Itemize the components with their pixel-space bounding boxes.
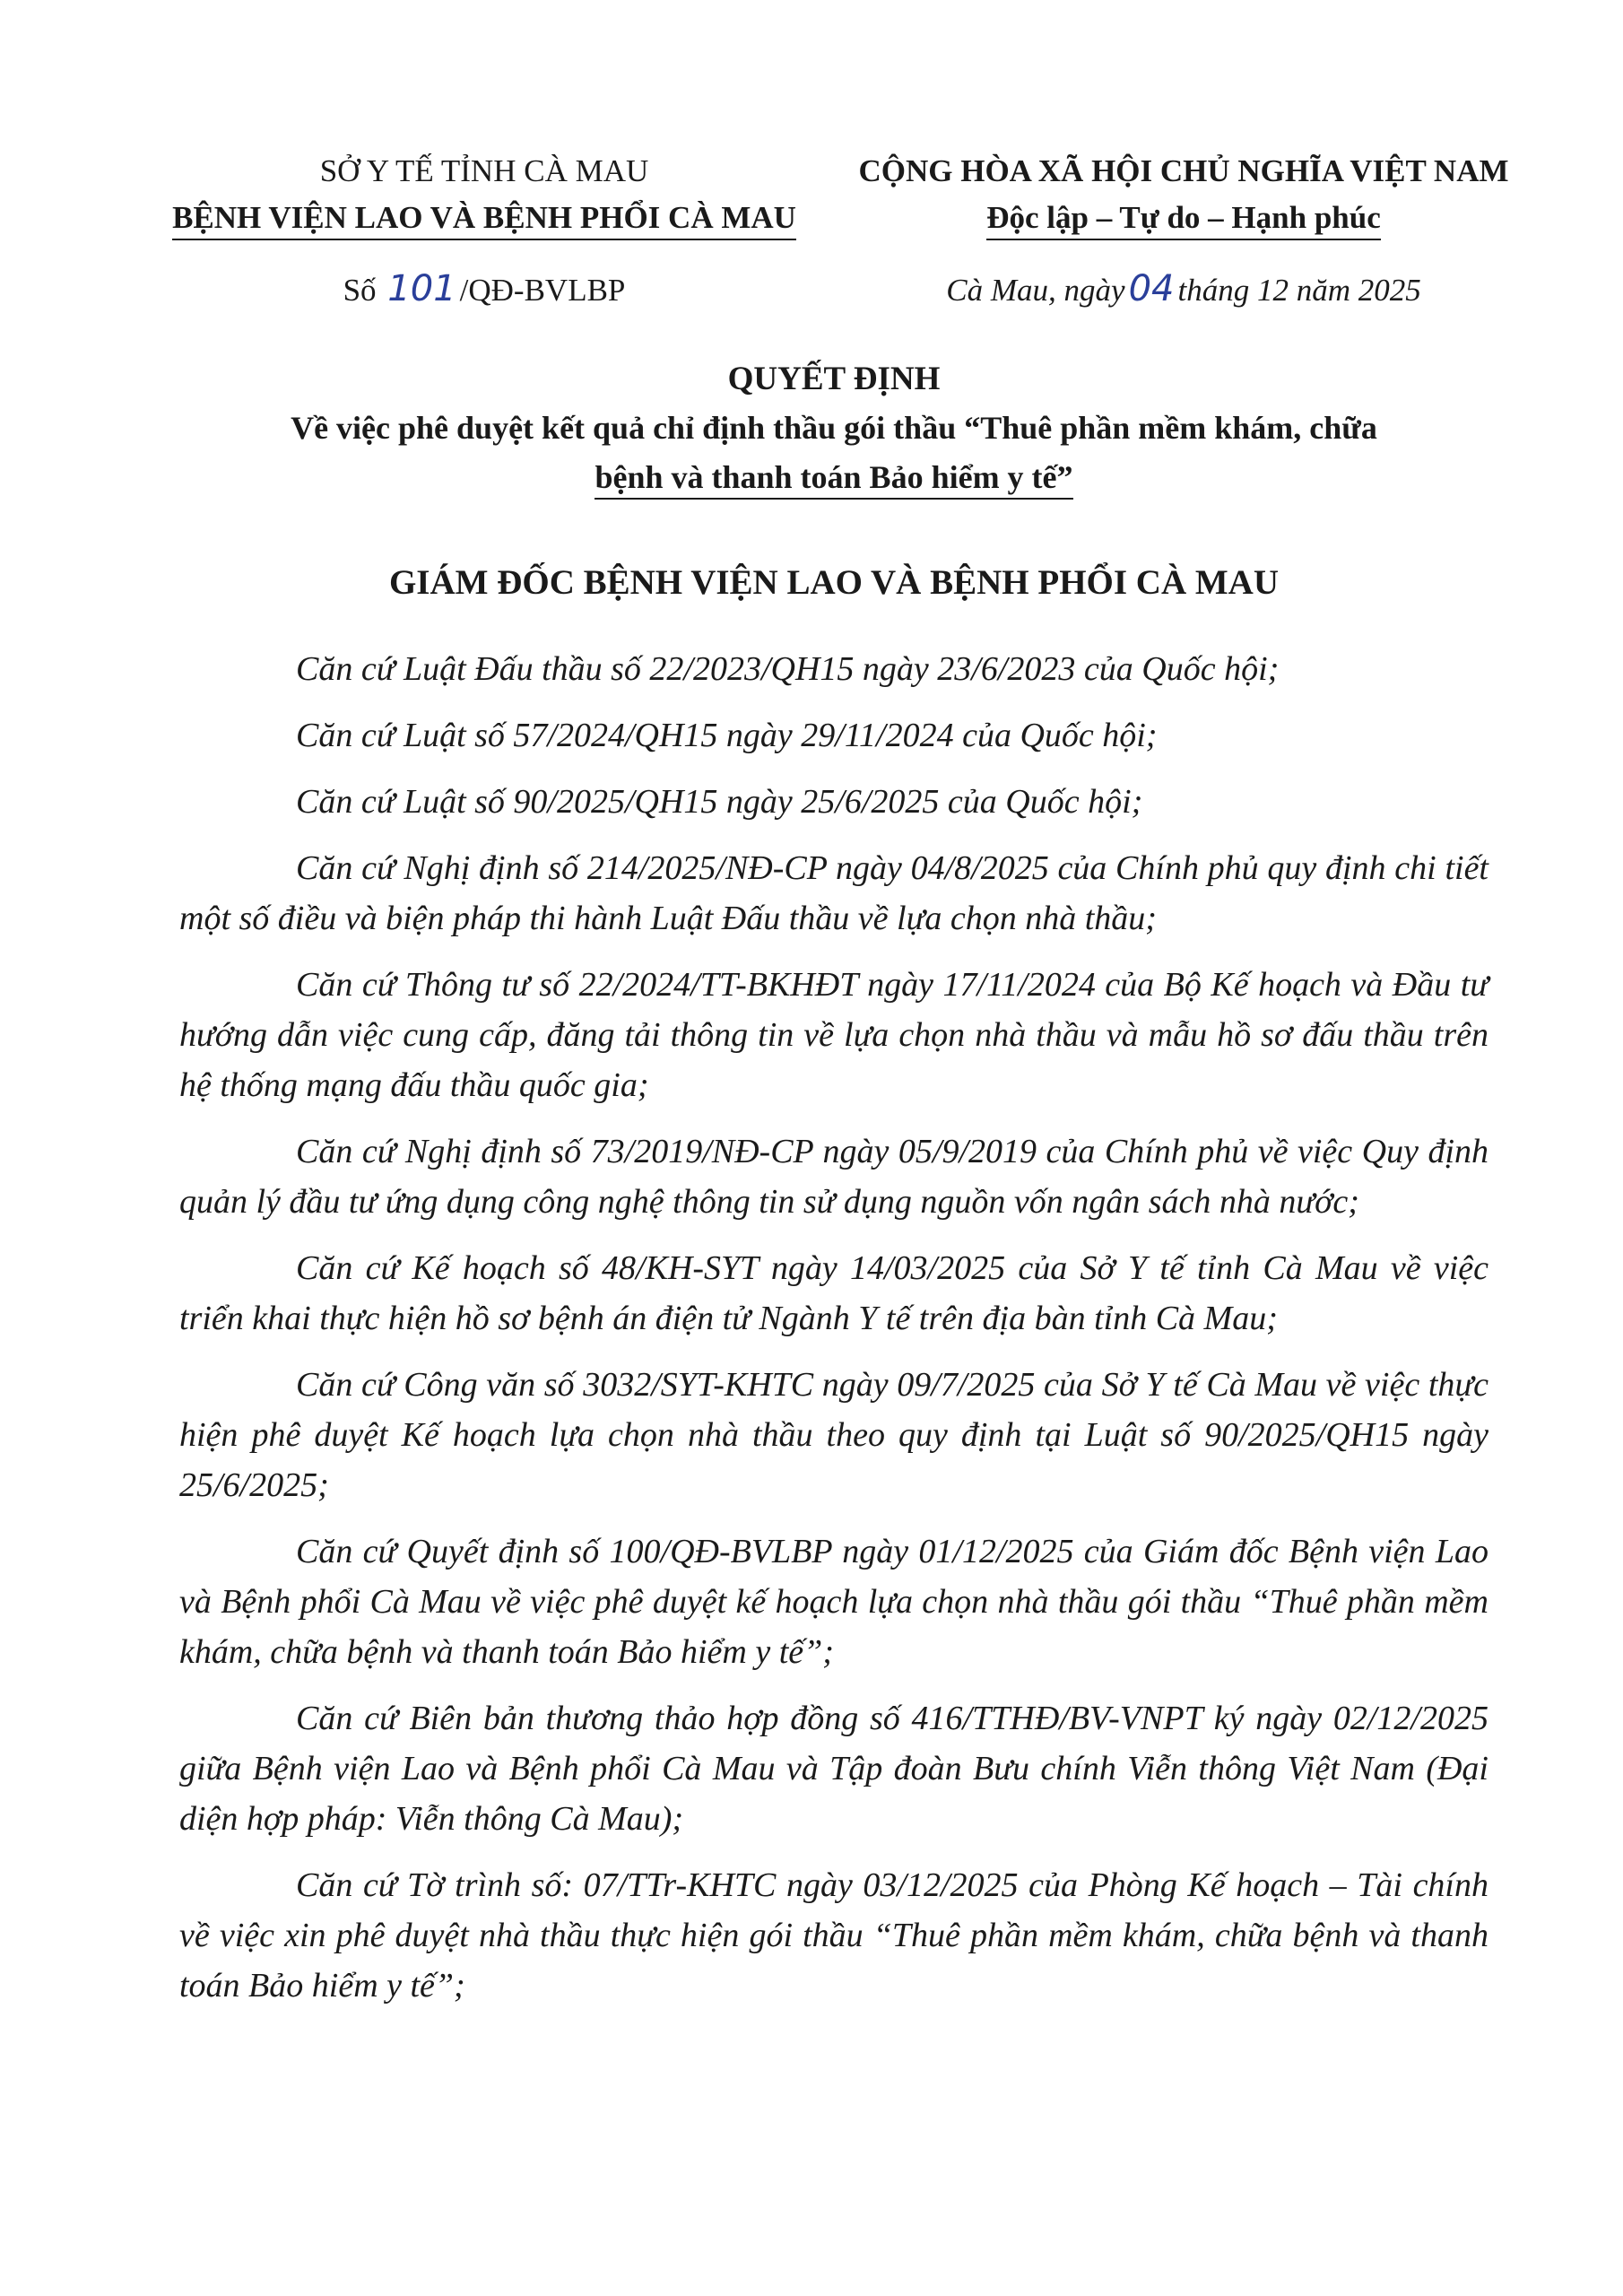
decision-subject-line-2-text: bệnh và thanh toán Bảo hiểm y tế” xyxy=(595,457,1072,500)
document-number-suffix: /QĐ-BVLBP xyxy=(459,273,626,308)
legal-basis-paragraph: Căn cứ Luật Đấu thầu số 22/2023/QH15 ngày 23/6/2023 của Quốc hội; xyxy=(296,650,1280,688)
legal-basis-paragraph: Căn cứ Luật số 90/2025/QH15 ngày 25/6/2025 của Quốc hội; xyxy=(296,783,1143,821)
issuer-department: SỞ Y TẾ TỈNH CÀ MAU xyxy=(319,153,649,188)
issuer-hospital xyxy=(135,195,834,241)
national-title: CỘNG HÒA XÃ HỘI CHỦ NGHĨA VIỆT NAM xyxy=(858,153,1509,188)
document-number xyxy=(135,266,834,313)
legal-basis xyxy=(179,644,1488,2027)
decision-title xyxy=(179,354,1488,502)
decision-subject-line-1: Về việc phê duyệt kết quả chỉ định thầu gói thầu “Thuê phần mềm khám, chữa xyxy=(291,410,1377,446)
document-date xyxy=(807,266,1560,313)
legal-basis-paragraph: Căn cứ Kế hoạch số 48/KH-SYT ngày 14/03/2025 của Sở Y tế tỉnh Cà Mau về việc triển khai thực hiện hồ sơ bệnh án điện tử Ngành Y tế trên địa bàn tỉnh Cà Mau; xyxy=(179,1249,1488,1337)
issuer-header xyxy=(135,148,834,241)
national-header xyxy=(807,148,1560,241)
legal-basis-paragraph: Căn cứ Nghị định số 214/2025/NĐ-CP ngày 04/8/2025 của Chính phủ quy định chi tiết một số điều và biện pháp thi hành Luật Đấu thầu về lựa chọn nhà thầu; xyxy=(179,849,1488,937)
legal-basis-paragraph: Căn cứ Luật số 57/2024/QH15 ngày 29/11/2024 của Quốc hội; xyxy=(296,717,1158,754)
national-motto xyxy=(807,195,1560,241)
legal-basis-paragraph: Căn cứ Thông tư số 22/2024/TT-BKHĐT ngày 17/11/2024 của Bộ Kế hoạch và Đầu tư hướng dẫn việc cung cấp, đăng tải thông tin về lựa chọn nhà thầu và mẫu hồ sơ đấu thầu trên hệ thống mạng đấu thầu quốc gia; xyxy=(179,966,1488,1104)
legal-basis-paragraph: Căn cứ Nghị định số 73/2019/NĐ-CP ngày 05/9/2019 của Chính phủ về việc Quy định quản lý đầu tư ứng dụng công nghệ thông tin sử dụng nguồn vốn ngân sách nhà nước; xyxy=(179,1133,1488,1221)
legal-basis-paragraph: Căn cứ Công văn số 3032/SYT-KHTC ngày 09/7/2025 của Sở Y tế Cà Mau về việc thực hiện phê duyệt Kế hoạch lựa chọn nhà thầu theo quy định tại Luật số 90/2025/QH15 ngày 25/6/2025; xyxy=(179,1366,1488,1504)
director-heading: GIÁM ĐỐC BỆNH VIỆN LAO VÀ BỆNH PHỔI CÀ MAU xyxy=(388,563,1280,602)
national-motto-text: Độc lập – Tự do – Hạnh phúc xyxy=(986,197,1381,240)
document-date-prefix: Cà Mau, ngày xyxy=(946,273,1125,308)
document-date-day-handwritten: 04 xyxy=(1128,268,1175,309)
decision-heading: QUYẾT ĐỊNH xyxy=(727,361,941,397)
legal-basis-paragraph: Căn cứ Tờ trình số: 07/TTr-KHTC ngày 03/12/2025 của Phòng Kế hoạch – Tài chính về việc xin phê duyệt nhà thầu thực hiện gói thầu “Thuê phần mềm khám, chữa bệnh và thanh toán Bảo hiểm y tế”; xyxy=(179,1866,1488,2005)
document-number-handwritten: 101 xyxy=(387,268,456,309)
legal-basis-paragraph: Căn cứ Biên bản thương thảo hợp đồng số 416/TTHĐ/BV-VNPT ký ngày 02/12/2025 giữa Bệnh viện Lao và Bệnh phổi Cà Mau và Tập đoàn Bưu chính Viễn thông Việt Nam (Đại diện hợp pháp: Viễn thông Cà Mau); xyxy=(179,1700,1488,1838)
legal-basis-paragraph: Căn cứ Quyết định số 100/QĐ-BVLBP ngày 01/12/2025 của Giám đốc Bệnh viện Lao và Bệnh phổi Cà Mau về việc phê duyệt kế hoạch lựa chọn nhà thầu gói thầu “Thuê phần mềm khám, chữa bệnh và thanh toán Bảo hiểm y tế”; xyxy=(179,1533,1488,1671)
decision-subject-line-2 xyxy=(179,453,1488,502)
document-date-suffix: tháng 12 năm 2025 xyxy=(1177,273,1421,308)
document-number-prefix: Số xyxy=(343,273,385,308)
issuer-hospital-text: BỆNH VIỆN LAO VÀ BỆNH PHỔI CÀ MAU xyxy=(172,197,796,240)
